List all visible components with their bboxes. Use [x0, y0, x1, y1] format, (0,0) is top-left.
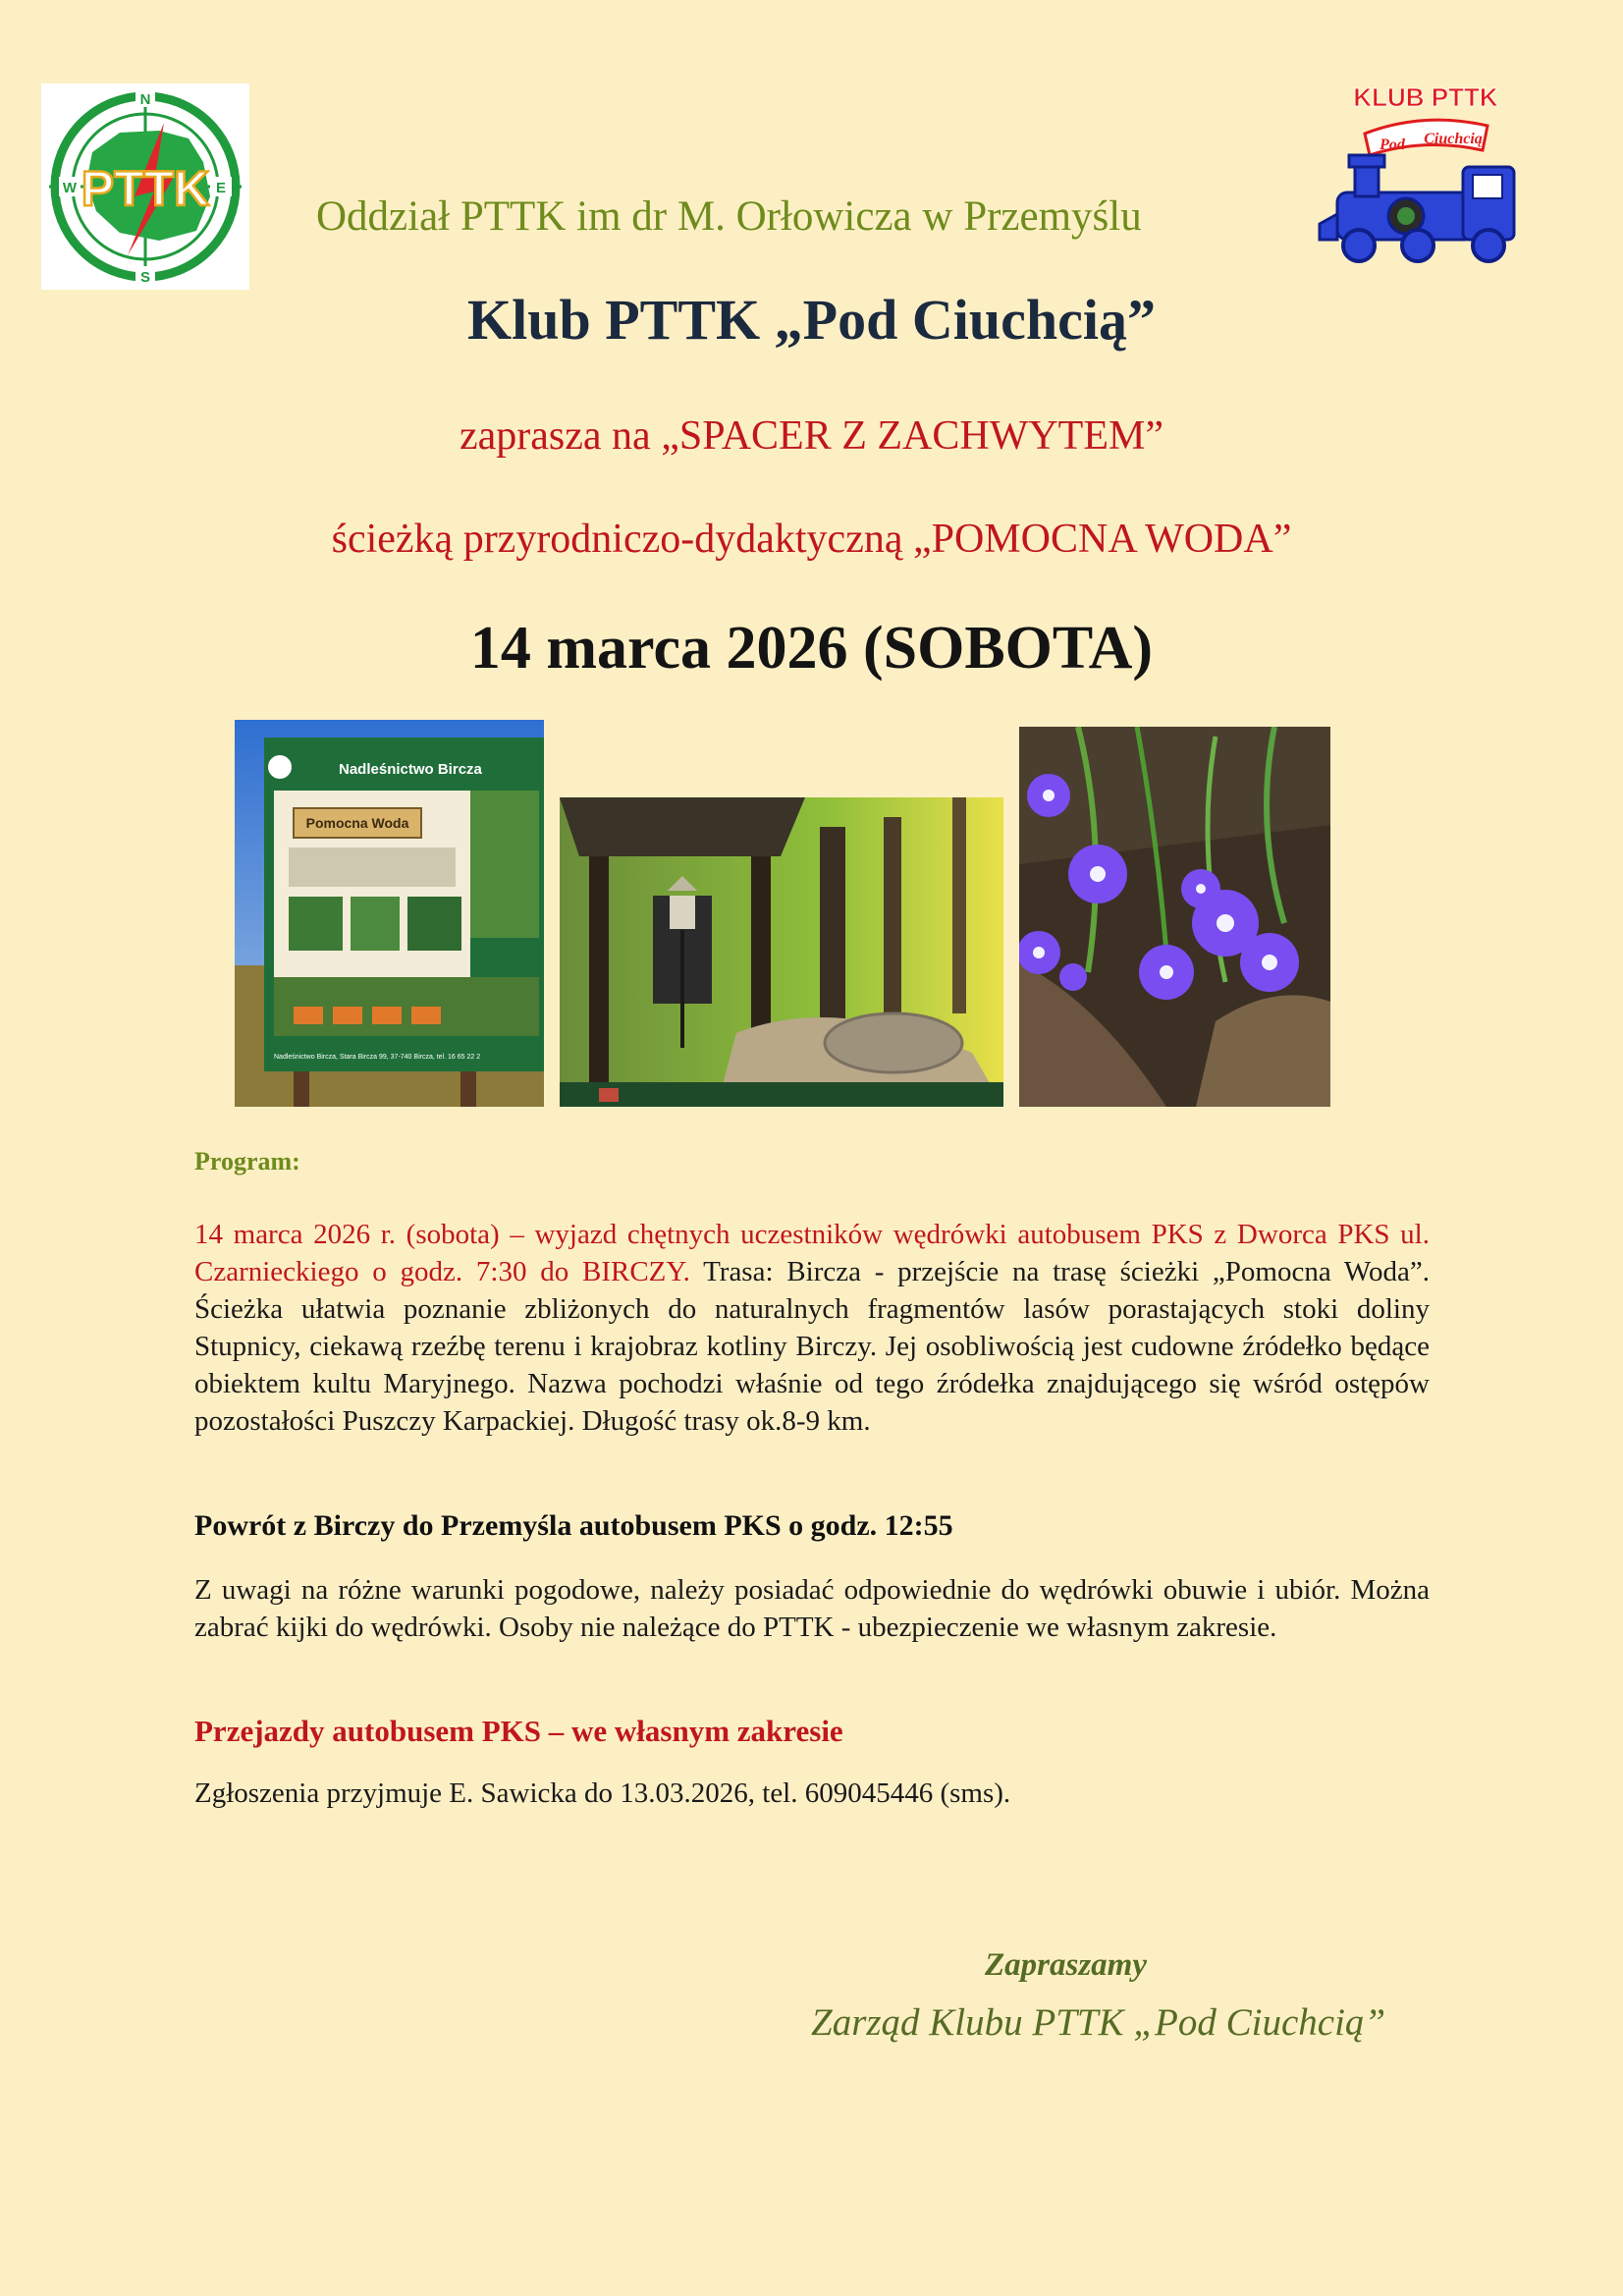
- signature: Zarząd Klubu PTTK „Pod Ciuchcią”: [811, 2001, 1386, 2044]
- closing-invitation: Zapraszamy: [985, 1947, 1147, 1983]
- trip-departure-text: 14 marca 2026 r. (sobota) – wyjazd chętnych uczestników wędrówki autobusem PKS z Dworca PKS ul. Czarnieckiego o godz. 7:30 do BIRCZY.: [194, 1219, 1430, 1287]
- pttk-logo: [41, 83, 249, 290]
- board-title: Nadleśnictwo Bircza: [339, 761, 482, 778]
- transport-note: Przejazdy autobusem PKS – we własnym zakresie: [194, 1714, 843, 1748]
- compass-w: W: [62, 180, 78, 196]
- path-name-line: ścieżką przyrodniczo-dydaktyczną „POMOCNA WODA”: [331, 517, 1292, 562]
- trip-description: [194, 1216, 1430, 1440]
- organization-name: Oddział PTTK im dr M. Orłowicza w Przemyślu: [316, 193, 1142, 240]
- train-logo: [1316, 77, 1532, 273]
- return-info: Powrót z Birczy do Przemyśla autobusem PKS o godz. 12:55: [194, 1509, 953, 1542]
- registration-contact: Zgłoszenia przyjmuje E. Sawicka do 13.03.2026, tel. 609045446 (sms).: [194, 1777, 1011, 1809]
- photo-shrine: [560, 797, 1003, 1107]
- photo-info-board: [235, 720, 544, 1107]
- compass-n: N: [139, 91, 151, 108]
- program-label: Program:: [194, 1147, 300, 1175]
- train-logo-word2: Ciuchcią: [1424, 131, 1483, 147]
- invitation-line: zaprasza na „SPACER Z ZACHWYTEM”: [460, 413, 1163, 459]
- weather-note: Z uwagi na różne warunki pogodowe, należy posiadać odpowiednie do wędrówki obuwie i ubiór. Można zabrać kijki do wędrówki. Osoby nie należące do PTTK - ubezpieczenie we własnym zakresie.: [194, 1574, 1430, 1643]
- pttk-logo-text: PTTK: [81, 161, 210, 216]
- trip-route-text: Trasa: Bircza - przejście na trasę ścieżki „Pomocna Woda”. Ścieżka ułatwia poznanie zbliżonych do naturalnych fragmentów lasów porastających stoki doliny Stupnicy, ciekawą rzeźbę terenu i krajobraz kotliny Birczy. Jej osobliwością jest cudowne źródełko będące obiektem kultu Maryjnego. Nazwa pochodzi właśnie od tego źródełka znajdującego się wśród ostępów pozostałości Puszczy Karpackiej. Długość trasy ok.8-9 km.: [194, 1256, 1430, 1437]
- train-logo-top: KLUB PTTK: [1353, 82, 1498, 112]
- train-logo-word1: Pod: [1380, 137, 1405, 153]
- compass-e: E: [215, 180, 227, 196]
- photo-flowers: [1019, 727, 1330, 1107]
- club-title: Klub PTTK „Pod Ciuchcią”: [467, 288, 1156, 352]
- event-date: 14 marca 2026 (SOBOTA): [469, 615, 1154, 682]
- compass-s: S: [139, 269, 151, 286]
- board-sign: Pomocna Woda: [305, 815, 409, 831]
- board-footer: Nadleśnictwo Bircza, Stara Bircza 99, 37-740 Bircza, tel. 16 65 22 2: [274, 1054, 481, 1061]
